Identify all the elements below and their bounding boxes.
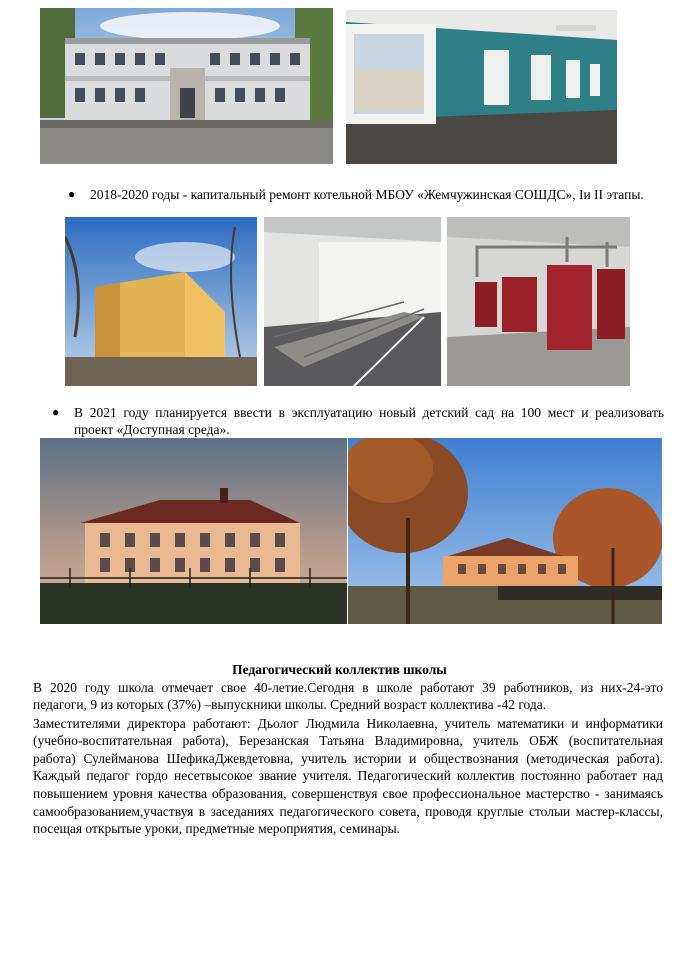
corridor-photo <box>346 10 617 164</box>
section-title: Педагогический коллектив школы <box>232 662 447 677</box>
paragraph-line: повышением уровня качества образования, совершенствуя свое профессиональное мастерство - занимаясь <box>33 786 663 801</box>
bullet-icon: ● <box>52 405 60 419</box>
paragraph-line: Заместителями директора работают: Дьолог Людмила Николаевна, учитель математики и информатики <box>33 716 663 731</box>
kindergarten-photo-left <box>40 438 347 624</box>
paragraph-line: (учебно-воспитательная работа), Березанская Татьяна Владимировна, учитель ОБЖ (воспитательная <box>33 733 663 748</box>
boilers-equipment-photo <box>447 217 630 386</box>
bullet-text-line-2: проект «Доступная среда». <box>74 422 230 437</box>
bullet-icon: ● <box>68 187 76 201</box>
bullet-text: 2018-2020 годы - капитальный ремонт котельной МБОУ «Жемчужинская СОШДС», Iи II этапы. <box>90 187 644 202</box>
paragraph-line: посещая открытые уроки, предметные мероприятия, семинары. <box>33 821 401 836</box>
paragraph-line: Каждый педагог гордо несетвысокое звание учителя. Педагогический коллектив постоянно работает над <box>33 768 663 783</box>
paragraph-line: В 2020 году школа отмечает свое 40-летие.Сегодня в школе работают 39 работников, из них-24-это <box>33 680 663 695</box>
paragraph-line: самообразованием,участвуя в заседаниях педагогического совета, проводя круглые столыи мастер-классы, <box>33 804 663 819</box>
bullet-text-line-1: В 2021 году планируется ввести в эксплуатацию новый детский сад на 100 мест и реализовать <box>74 405 664 420</box>
boiler-house-photo <box>65 217 257 386</box>
kindergarten-photo-right <box>348 438 662 624</box>
school-facade-photo <box>40 8 333 164</box>
paragraph-line: работа) Сулейманова ШефикаДжевдетовна, учитель истории и обществознания (методическая работа). <box>33 751 663 766</box>
boiler-interior-ramp-photo <box>264 217 441 386</box>
paragraph-line: педагоги, 9 из которых (37%) –выпускники школы. Средний возраст коллектива -42 года. <box>33 697 547 712</box>
